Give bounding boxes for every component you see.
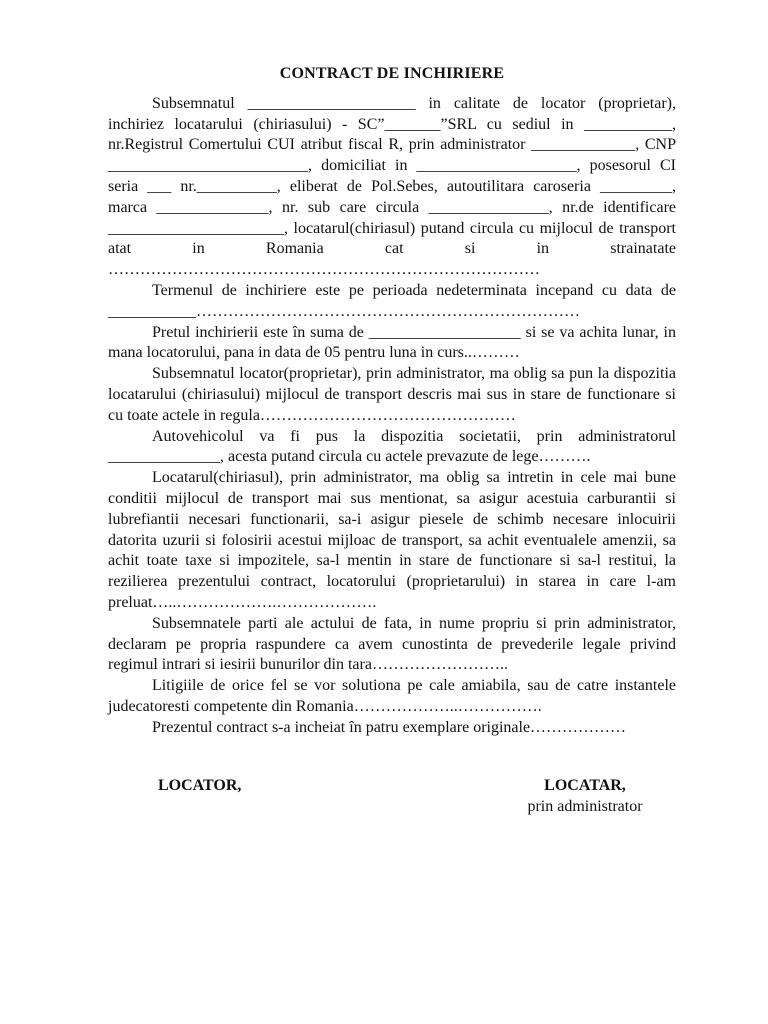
paragraph-term: Termenul de inchiriere este pe perioada nedeterminata incepand cu data de ___________……………………………………………………………… — [108, 281, 676, 320]
paragraph-locatar-obligations: Locatarul(chiriasul), prin administrator, ma oblig sa intretin in cele mai bune conditii mijlocul de transport mai sus mentionat, sa asigur acestuia carburantii si lubrefiantii necesari functionarii, sa-i asigur piesele de schimb necesare inlocuirii datorita uzurii si folosirii acestui mijloac de transport, sa achit eventualele amenzii, sa achit toate taxe si impozitele, sa-l mentin in stare de functionare si sa-l restitui, la rezilierea prezentului contract, locatorului (proprietarului) in starea in care l-am preluat…..……………….………………. — [108, 469, 676, 611]
signature-locatar — [510, 776, 660, 818]
signature-locator — [158, 776, 241, 797]
contract-page — [108, 64, 676, 739]
locatar-label: LOCATAR, — [544, 777, 626, 794]
document-title: CONTRACT DE INCHIRIERE — [279, 65, 505, 82]
paragraph-litigation: Litigiile de orice fel se vor solutiona pe cale amiabila, sau de catre instantele judecatoresti competente din Romania………………..……………. — [108, 677, 676, 715]
paragraph-copies: Prezentul contract s-a incheiat în patru exemplare originale……………… — [152, 718, 627, 736]
paragraph-vehicle: Autovehicolul va fi pus la dispozitia societatii, prin administratorul ______________, acesta putand circula cu actele prevazute de lege………. — [108, 427, 676, 466]
paragraph-locator-obligations: Subsemnatul locator(proprietar), prin administrator, ma oblig sa pun la dispozitia locatarului (chiriasului) mijlocul de transport descris mai sus in stare de functionare si cu toate actele in regula………………………………………… — [108, 365, 676, 424]
paragraph-price: Pretul inchirierii este în suma de ___________________ si se va achita lunar, in mana locatorului, pana in data de 05 pentru luna in curs..……… — [108, 323, 676, 362]
paragraph-parties: Subsemnatul _____________________ in calitate de locator (proprietar), inchiriez locatarului (chiriasului) - SC”_______”SRL cu sediul in ___________, nr.Registrul Comertului CUI atribut fiscal R, prin administrator _____________, CNP _________________________, domiciliat in ____________________, posesorul CI seria ___ nr.__________, eliberat de Pol.Sebes, autoutilitara caroseria _________, marca ______________, nr. sub care circula _______________, nr.de identificare ______________________, locatarul(chiriasul) putand circula cu mijlocul de transport atat in Romania cat si in strainatate ……………………………………………………………………… — [108, 94, 676, 279]
locatar-sublabel: prin administrator — [527, 797, 643, 815]
locator-label: LOCATOR, — [158, 777, 242, 794]
paragraph-declaration: Subsemnatele parti ale actului de fata, in nume propriu si prin administrator, declaram pe propria raspundere ca avem cunostinta de prevederile legale privind regimul intrari si iesirii bunurilor din tara…………………….. — [108, 614, 676, 674]
